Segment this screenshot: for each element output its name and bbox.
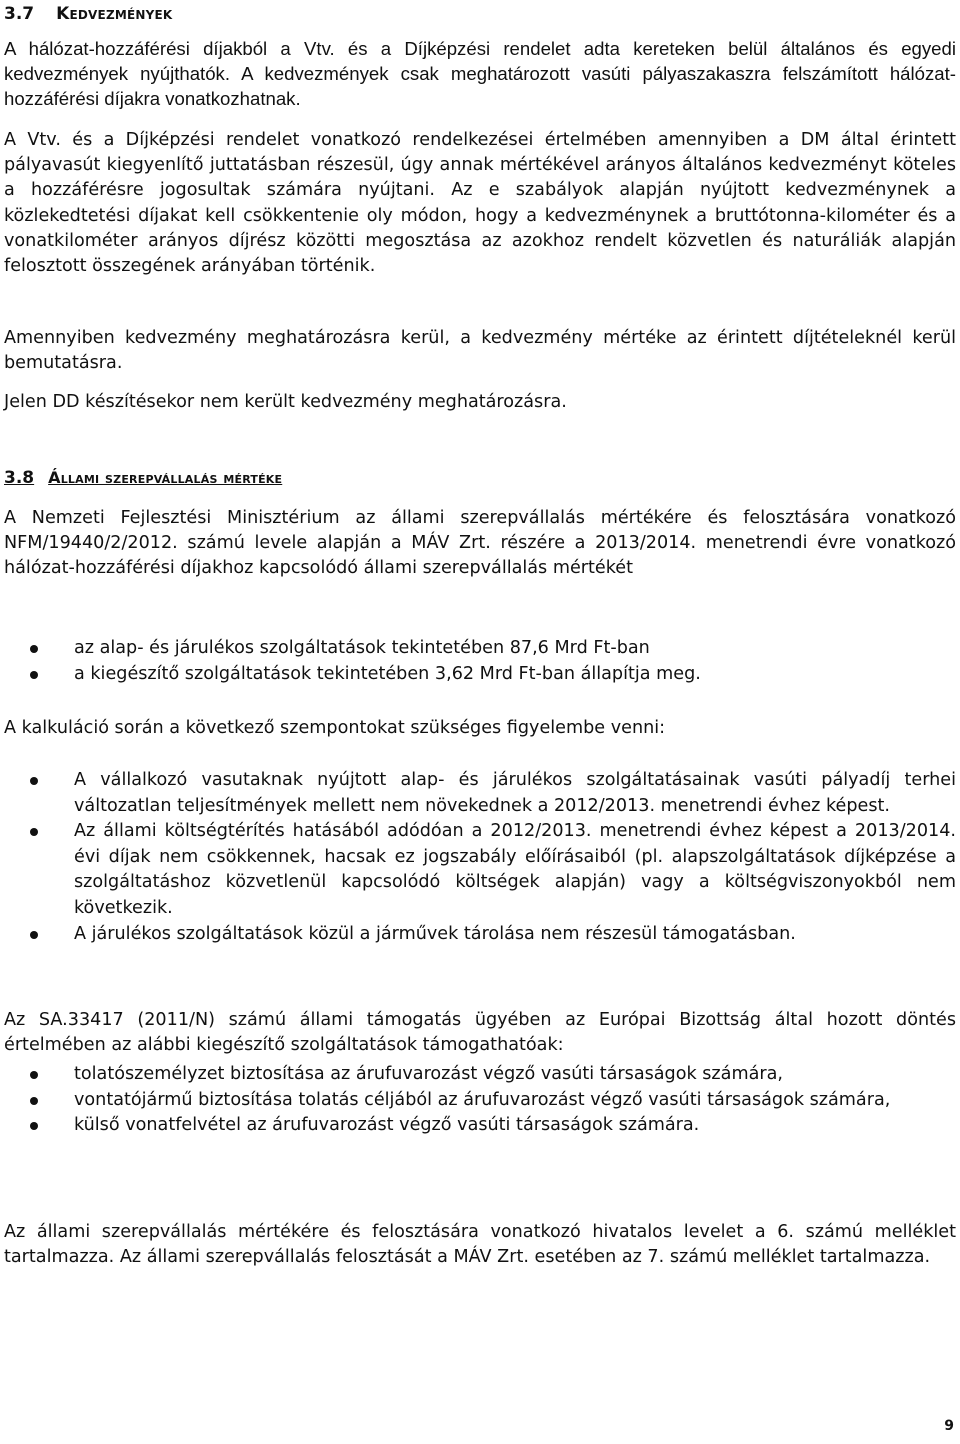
list-item: külső vonatfelvétel az árufuvarozást végző vasúti társaságok számára. (4, 1113, 956, 1139)
supported-services-list (4, 1062, 956, 1139)
section-title: Állami szerepvállalás mértéke (48, 468, 283, 487)
bullet-icon (30, 1122, 38, 1130)
list-item: Az állami költségtérítés hatásából adódóan a 2012/2013. menetrendi évhez képest a 2013/2014. évi díjak nem csökkennek, hacsak ez jogszabály előírásaiból (pl. alapszolgáltatások díjképzése a szolgáltatáshoz közvetlenül kapcsolódó költségek alapján) vagy a költségviszonyokból nem következik. (4, 819, 956, 921)
list-item: az alap- és járulékos szolgáltatások tekintetében 87,6 Mrd Ft-ban (4, 636, 956, 662)
paragraph-eu-decision: Az SA.33417 (2011/N) számú állami támogatás ügyében az Európai Bizottság által hozott döntés értelmében az alábbi kiegészítő szolgáltatások támogathatóak: (4, 1010, 956, 1056)
section-heading-3-8 (4, 466, 282, 490)
state-role-amounts-list (4, 636, 956, 687)
paragraph-calculation-aspects: A kalkuláció során a következő szempontokat szükséges figyelembe venni: (4, 718, 666, 738)
bullet-icon (30, 1071, 38, 1079)
paragraph-discount-presentation: Amennyiben kedvezmény meghatározásra kerül, a kedvezmény mértéke az érintett díjtételeknél kerül bemutatásra. (4, 328, 956, 374)
bullet-icon (30, 931, 38, 939)
section-title: Kedvezmények (56, 4, 173, 24)
bullet-icon (30, 1097, 38, 1105)
bullet-icon (30, 645, 38, 653)
calculation-aspects-list (4, 768, 956, 947)
list-item: vontatójármű biztosítása tolatás céljából az árufuvarozást végző vasúti társaságok számára, (4, 1088, 956, 1114)
paragraph-no-discount: Jelen DD készítésekor nem került kedvezmény meghatározásra. (4, 392, 567, 412)
section-number: 3.7 (4, 4, 35, 24)
bullet-icon (30, 777, 38, 785)
list-item: A járulékos szolgáltatások közül a járművek tárolása nem részesül támogatásban. (4, 922, 956, 948)
page-number: 9 (944, 1418, 954, 1434)
bullet-icon (30, 828, 38, 836)
paragraph-state-role: A Nemzeti Fejlesztési Minisztérium az állami szerepvállalás mértékére és felosztására vonatkozó NFM/19440/2/2012. számú levele alapján a MÁV Zrt. részére a 2013/2014. menetrendi évre vonatkozó hálózat-hozzáférési díjakhoz kapcsolódó állami szerepvállalás mértékét (4, 508, 956, 579)
paragraph-discounts-intro: A hálózat-hozzáférési díjakból a Vtv. és a Díjképzési rendelet adta kereteken belül általános és egyedi kedvezmények nyújthatók. A kedvezmények csak meghatározott vasúti pályaszakaszra felszámított hálózat-hozzáférési díjakra vonatkozhatnak. (4, 38, 956, 110)
list-item: tolatószemélyzet biztosítása az árufuvarozást végző vasúti társaságok számára, (4, 1062, 956, 1088)
list-item: A vállalkozó vasutaknak nyújtott alap- és járulékos szolgáltatásainak vasúti pályadíj terhei változatlan teljesítmények mellett nem növekednek a 2012/2013. menetrendi évhez képest. (4, 768, 956, 819)
section-number: 3.8 (4, 468, 35, 488)
paragraph-annex-reference: Az állami szerepvállalás mértékére és felosztására vonatkozó hivatalos levelet a 6. számú melléklet tartalmazza. Az állami szerepvállalás felosztását a MÁV Zrt. esetében az 7. számú melléklet tartalmazza. (4, 1222, 956, 1268)
paragraph-discounts-rules: A Vtv. és a Díjképzési rendelet vonatkozó rendelkezései értelmében amennyiben a DM által érintett pályavasút kiegyenlítő juttatásban részesül, úgy annak mértékével arányos általános kedvezményt köteles a hozzáférésre jogosultak számára nyújtani. Az e szabályok alapján nyújtott kedvezménynek a közlekedtetési díjakat kell csökkentenie oly módon, hogy a kedvezménynek a bruttótonna-kilométer és a vonatkilométer arányos díjrész közötti megosztása az azokhoz rendelt közvetlen és naturáliák alapján felosztott összegének arányában történik. (4, 130, 956, 277)
section-heading-3-7 (4, 2, 172, 26)
list-item: a kiegészítő szolgáltatások tekintetében 3,62 Mrd Ft-ban állapítja meg. (4, 662, 956, 688)
bullet-icon (30, 671, 38, 679)
